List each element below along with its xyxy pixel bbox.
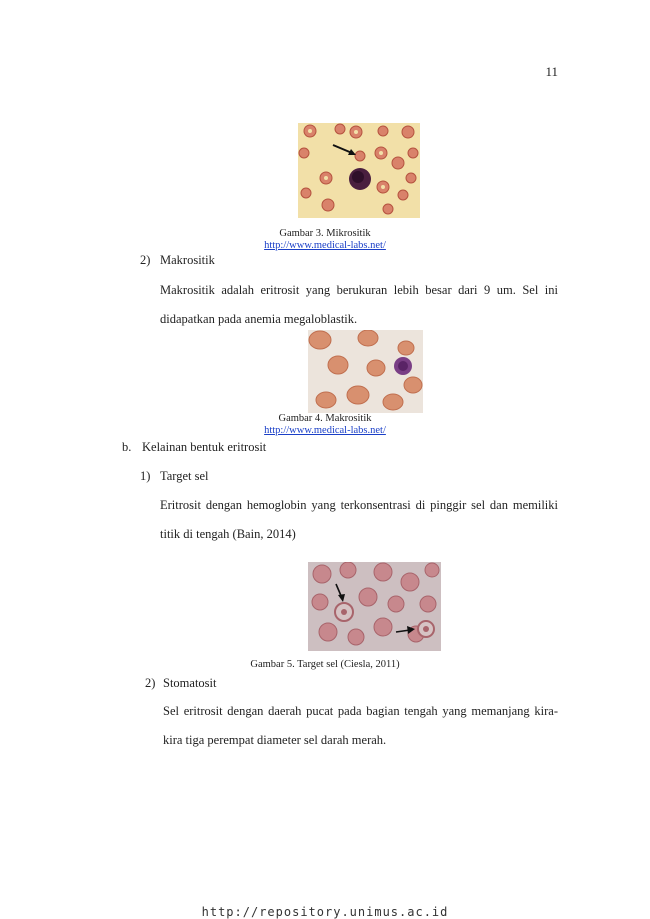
- figure-3-image: [298, 123, 420, 218]
- item-2-heading: Makrositik: [160, 253, 215, 267]
- figure-4-image: [308, 330, 423, 413]
- macrocytic-blood-smear-illustration: [308, 330, 423, 413]
- section-b-heading: Kelainan bentuk eritrosit: [142, 440, 267, 454]
- item-2b-heading: Stomatosit: [163, 676, 217, 690]
- item-1-number: 1): [140, 469, 151, 483]
- item-1-heading: Target sel: [160, 469, 209, 483]
- target-cell-blood-smear-illustration: [308, 562, 441, 651]
- item-1-paragraph: Eritrosit dengan hemoglobin yang terkonsentrasi di pinggir sel dan memiliki titik di tengah (Bain, 2014): [160, 498, 558, 541]
- figure-3-caption: Gambar 3. Mikrositik: [279, 228, 371, 239]
- microcytic-blood-smear-illustration: [298, 123, 420, 218]
- figure-4-source-link[interactable]: http://www.medical-labs.net/: [264, 425, 386, 436]
- item-2-paragraph: Makrositik adalah eritrosit yang berukuran lebih besar dari 9 um. Sel ini didapatkan pada anemia megaloblastik.: [160, 283, 558, 326]
- item-2-number: 2): [140, 253, 151, 267]
- figure-5-image: [308, 562, 441, 651]
- figure-5-caption: Gambar 5. Target sel (Ciesla, 2011): [250, 659, 400, 670]
- page-number: 11: [545, 64, 558, 79]
- figure-4-caption: Gambar 4. Makrositik: [278, 413, 372, 424]
- item-2b-paragraph: Sel eritrosit dengan daerah pucat pada bagian tengah yang memanjang kira-kira tiga perempat diameter sel darah merah.: [163, 704, 558, 747]
- figure-3-source-link[interactable]: http://www.medical-labs.net/: [264, 240, 386, 251]
- section-b-letter: b.: [122, 440, 132, 454]
- repository-footer: http://repository.unimus.ac.id: [201, 905, 449, 919]
- item-2b-number: 2): [145, 676, 156, 690]
